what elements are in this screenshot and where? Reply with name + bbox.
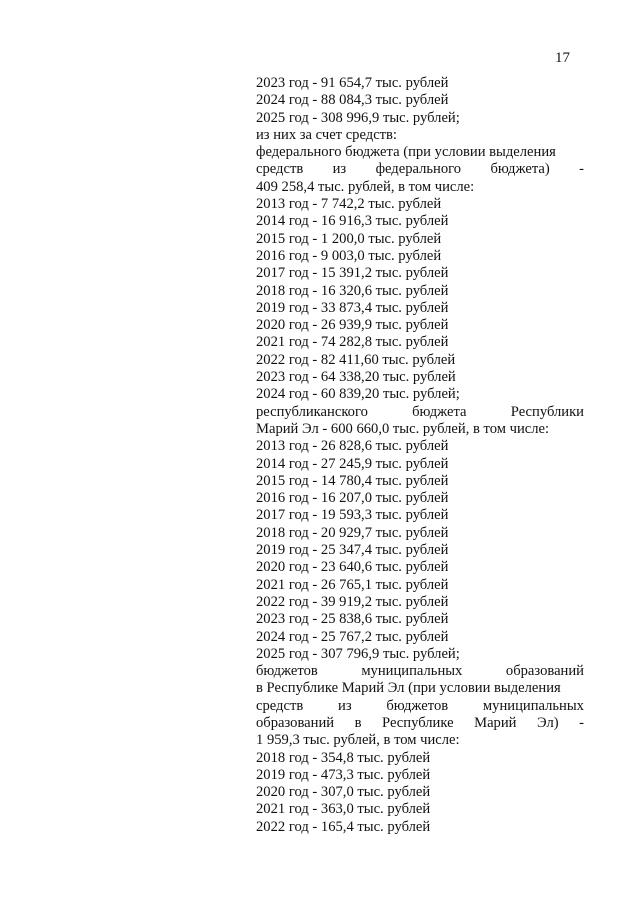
text-line	[256, 663, 584, 680]
text-line: 2016 год - 9 003,0 тыс. рублей	[256, 247, 442, 264]
text-word: образований	[505, 663, 584, 680]
text-line	[256, 698, 584, 715]
text-word: образований	[256, 714, 335, 731]
text-word: средств	[256, 161, 304, 178]
text-word: в	[354, 714, 362, 731]
text-line	[256, 161, 584, 178]
text-word: федерального	[375, 161, 462, 178]
text-word: из	[338, 697, 352, 714]
text-line: 2023 год - 91 654,7 тыс. рублей	[256, 75, 449, 91]
text-line: 2021 год - 363,0 тыс. рублей	[256, 801, 431, 818]
text-line: 2021 год - 74 282,8 тыс. рублей	[256, 334, 449, 351]
text-word: бюджета)	[490, 161, 550, 178]
text-line: 2019 год - 473,3 тыс. рублей	[256, 766, 431, 783]
text-line: 2021 год - 26 765,1 тыс. рублей	[256, 576, 449, 593]
text-line: 2022 год - 165,4 тыс. рублей	[256, 818, 431, 835]
text-line	[256, 715, 584, 732]
text-line: федерального бюджета (при условии выделения	[256, 144, 556, 161]
text-word: Эл)	[537, 714, 559, 731]
text-line: Марий Эл - 600 660,0 тыс. рублей, в том числе:	[256, 420, 550, 437]
text-line: 2024 год - 60 839,20 тыс. рублей;	[256, 386, 460, 403]
text-word: -	[579, 714, 584, 731]
text-line: 2020 год - 307,0 тыс. рублей	[256, 784, 431, 801]
text-line: в Республике Марий Эл (при условии выделения	[256, 680, 561, 697]
text-word: из	[332, 161, 347, 178]
page-number: 17	[555, 50, 570, 66]
text-line: 2022 год - 82 411,60 тыс. рублей	[256, 351, 456, 368]
text-word: республиканского	[256, 403, 368, 420]
text-line: 2020 год - 26 939,9 тыс. рублей	[256, 317, 449, 334]
text-line: 2018 год - 354,8 тыс. рублей	[256, 749, 431, 766]
text-line: 2015 год - 1 200,0 тыс. рублей	[256, 230, 442, 247]
text-line: 2013 год - 7 742,2 тыс. рублей	[256, 196, 442, 213]
text-line: 2022 год - 39 919,2 тыс. рублей	[256, 593, 449, 610]
text-word: Марий	[474, 714, 517, 731]
text-word: муниципальных	[482, 697, 584, 714]
body-text	[256, 75, 584, 836]
text-line: 2014 год - 16 916,3 тыс. рублей	[256, 213, 449, 230]
text-word: бюджетов	[386, 697, 449, 714]
text-line: 2025 год - 307 796,9 тыс. рублей;	[256, 645, 460, 662]
text-word: муниципальных	[361, 663, 463, 680]
text-line: 2017 год - 15 391,2 тыс. рублей	[256, 265, 449, 282]
text-word: -	[579, 161, 584, 178]
text-line: 2014 год - 27 245,9 тыс. рублей	[256, 455, 449, 472]
text-line: 2013 год - 26 828,6 тыс. рублей	[256, 438, 449, 455]
text-line: 2019 год - 33 873,4 тыс. рублей	[256, 299, 449, 316]
text-line: 2019 год - 25 347,4 тыс. рублей	[256, 542, 449, 559]
text-line: 2020 год - 23 640,6 тыс. рублей	[256, 559, 449, 576]
text-line: из них за счет средств:	[256, 126, 397, 143]
text-line: 2024 год - 88 084,3 тыс. рублей	[256, 92, 449, 109]
text-line: 2023 год - 25 838,6 тыс. рублей	[256, 611, 449, 628]
text-line: 2018 год - 16 320,6 тыс. рублей	[256, 282, 449, 299]
text-line: 2025 год - 308 996,9 тыс. рублей;	[256, 109, 460, 126]
text-word: Республики	[510, 403, 584, 420]
text-line: 2016 год - 16 207,0 тыс. рублей	[256, 490, 449, 507]
text-line	[256, 404, 584, 421]
text-line: 2024 год - 25 767,2 тыс. рублей	[256, 628, 449, 645]
text-word: бюджетов	[256, 663, 318, 680]
text-line: 2017 год - 19 593,3 тыс. рублей	[256, 507, 449, 524]
text-line: 2015 год - 14 780,4 тыс. рублей	[256, 472, 449, 489]
text-word: средств	[256, 697, 304, 714]
text-word: Республике	[382, 714, 454, 731]
text-line: 1 959,3 тыс. рублей, в том числе:	[256, 732, 460, 749]
text-line: 2023 год - 64 338,20 тыс. рублей	[256, 369, 456, 386]
text-word: бюджета	[412, 403, 467, 420]
text-line: 409 258,4 тыс. рублей, в том числе:	[256, 178, 475, 195]
text-line: 2018 год - 20 929,7 тыс. рублей	[256, 524, 449, 541]
